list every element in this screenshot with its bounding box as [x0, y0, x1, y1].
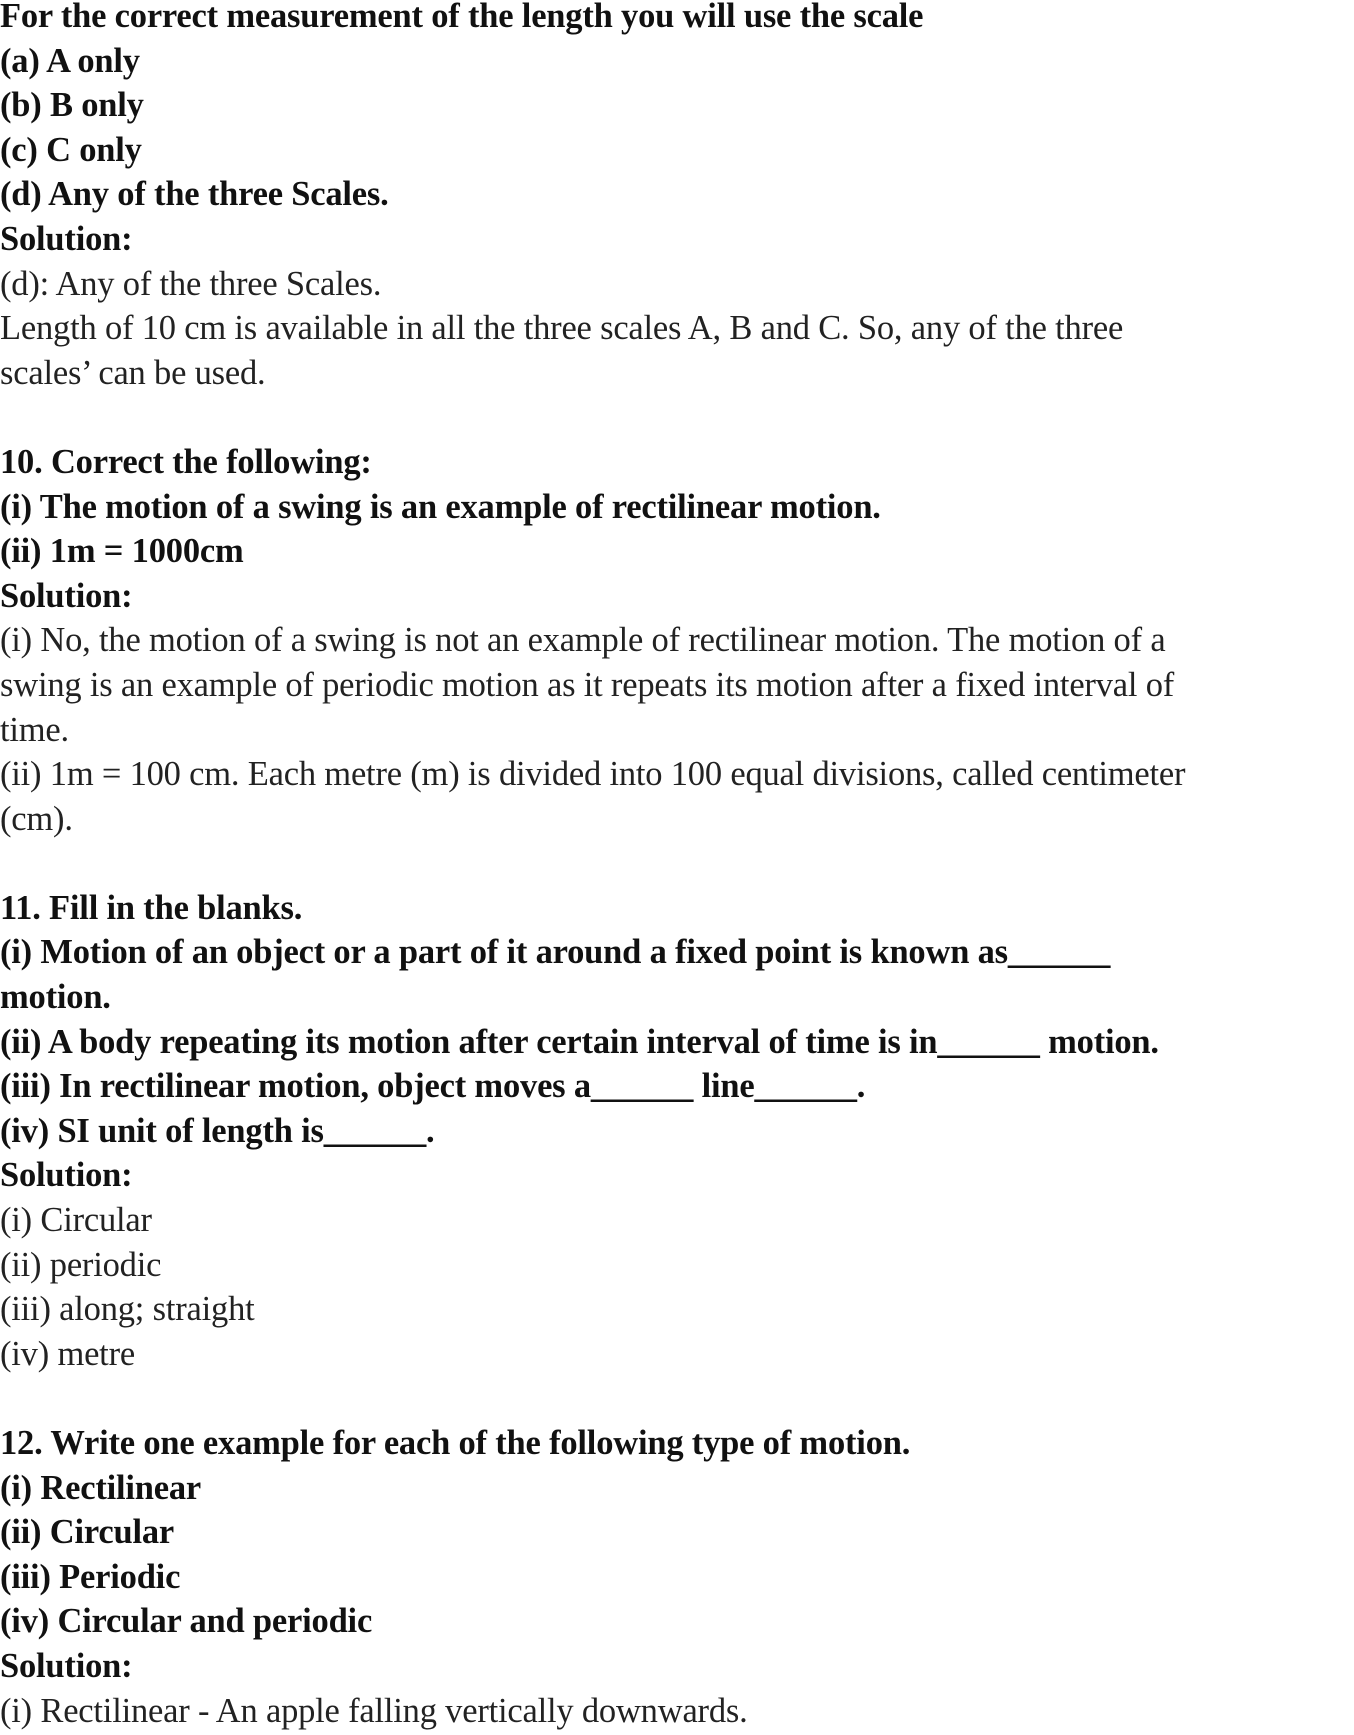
question-item: (ii) Circular: [0, 1513, 175, 1552]
solution-line: swing is an example of periodic motion as it repeats its motion after a fixed interval of: [0, 665, 1175, 704]
question-item: (ii) 1m = 1000cm: [0, 532, 244, 571]
question-item: (i) Rectilinear: [0, 1468, 202, 1507]
solution-line: scales’ can be used.: [0, 353, 266, 392]
option-b: (b) B only: [0, 86, 144, 125]
option-a: (a) A only: [0, 41, 140, 80]
question-item: motion.: [0, 978, 111, 1017]
solution-line: (ii) 1m = 100 cm. Each metre (m) is divided into 100 equal divisions, called centimeter: [0, 755, 1186, 794]
solution-heading: Solution:: [0, 576, 133, 615]
solution-line: (ii) periodic: [0, 1245, 162, 1284]
section-spacer: [0, 395, 1354, 440]
option-c: (c) C only: [0, 130, 142, 169]
solution-heading: Solution:: [0, 1646, 133, 1685]
question-title: 11. Fill in the blanks.: [0, 888, 303, 927]
solution-line: (iv) metre: [0, 1334, 135, 1373]
question-10: [0, 440, 1354, 841]
solution-line: (i) Rectilinear - An apple falling vertically downwards.: [0, 1691, 748, 1730]
solution-heading: Solution:: [0, 1156, 133, 1195]
question-item: (iv) SI unit of length is______.: [0, 1111, 435, 1150]
solution-line: time.: [0, 710, 69, 749]
solution-line: (i) Circular: [0, 1201, 152, 1240]
question-11: [0, 886, 1354, 1377]
section-spacer: [0, 841, 1354, 886]
question-9: [0, 0, 1354, 395]
solution-line: (iii) along; straight: [0, 1290, 255, 1329]
solution-line: (cm).: [0, 799, 73, 838]
question-title: 12. Write one example for each of the following type of motion.: [0, 1424, 911, 1462]
option-d: (d) Any of the three Scales.: [0, 175, 389, 214]
solution-heading: Solution:: [0, 219, 133, 258]
question-item: (ii) A body repeating its motion after certain interval of time is in______ motion.: [0, 1022, 1159, 1061]
solution-line: Length of 10 cm is available in all the three scales A, B and C. So, any of the three: [0, 309, 1124, 348]
section-spacer: [0, 1376, 1354, 1421]
question-item: (iv) Circular and periodic: [0, 1602, 373, 1641]
question-item: (iii) In rectilinear motion, object moves a______ line______.: [0, 1067, 866, 1106]
question-item: (i) The motion of a swing is an example of rectilinear motion.: [0, 487, 881, 526]
question-12: [0, 1421, 1354, 1733]
question-item: (i) Motion of an object or a part of it around a fixed point is known as______: [0, 933, 1111, 972]
question-prompt: For the correct measurement of the length you will use the scale: [0, 0, 924, 35]
question-item: (iii) Periodic: [0, 1557, 181, 1596]
solution-line: (d): Any of the three Scales.: [0, 264, 382, 303]
solution-line: (i) No, the motion of a swing is not an example of rectilinear motion. The motion of a: [0, 621, 1166, 660]
question-title: 10. Correct the following:: [0, 442, 372, 481]
